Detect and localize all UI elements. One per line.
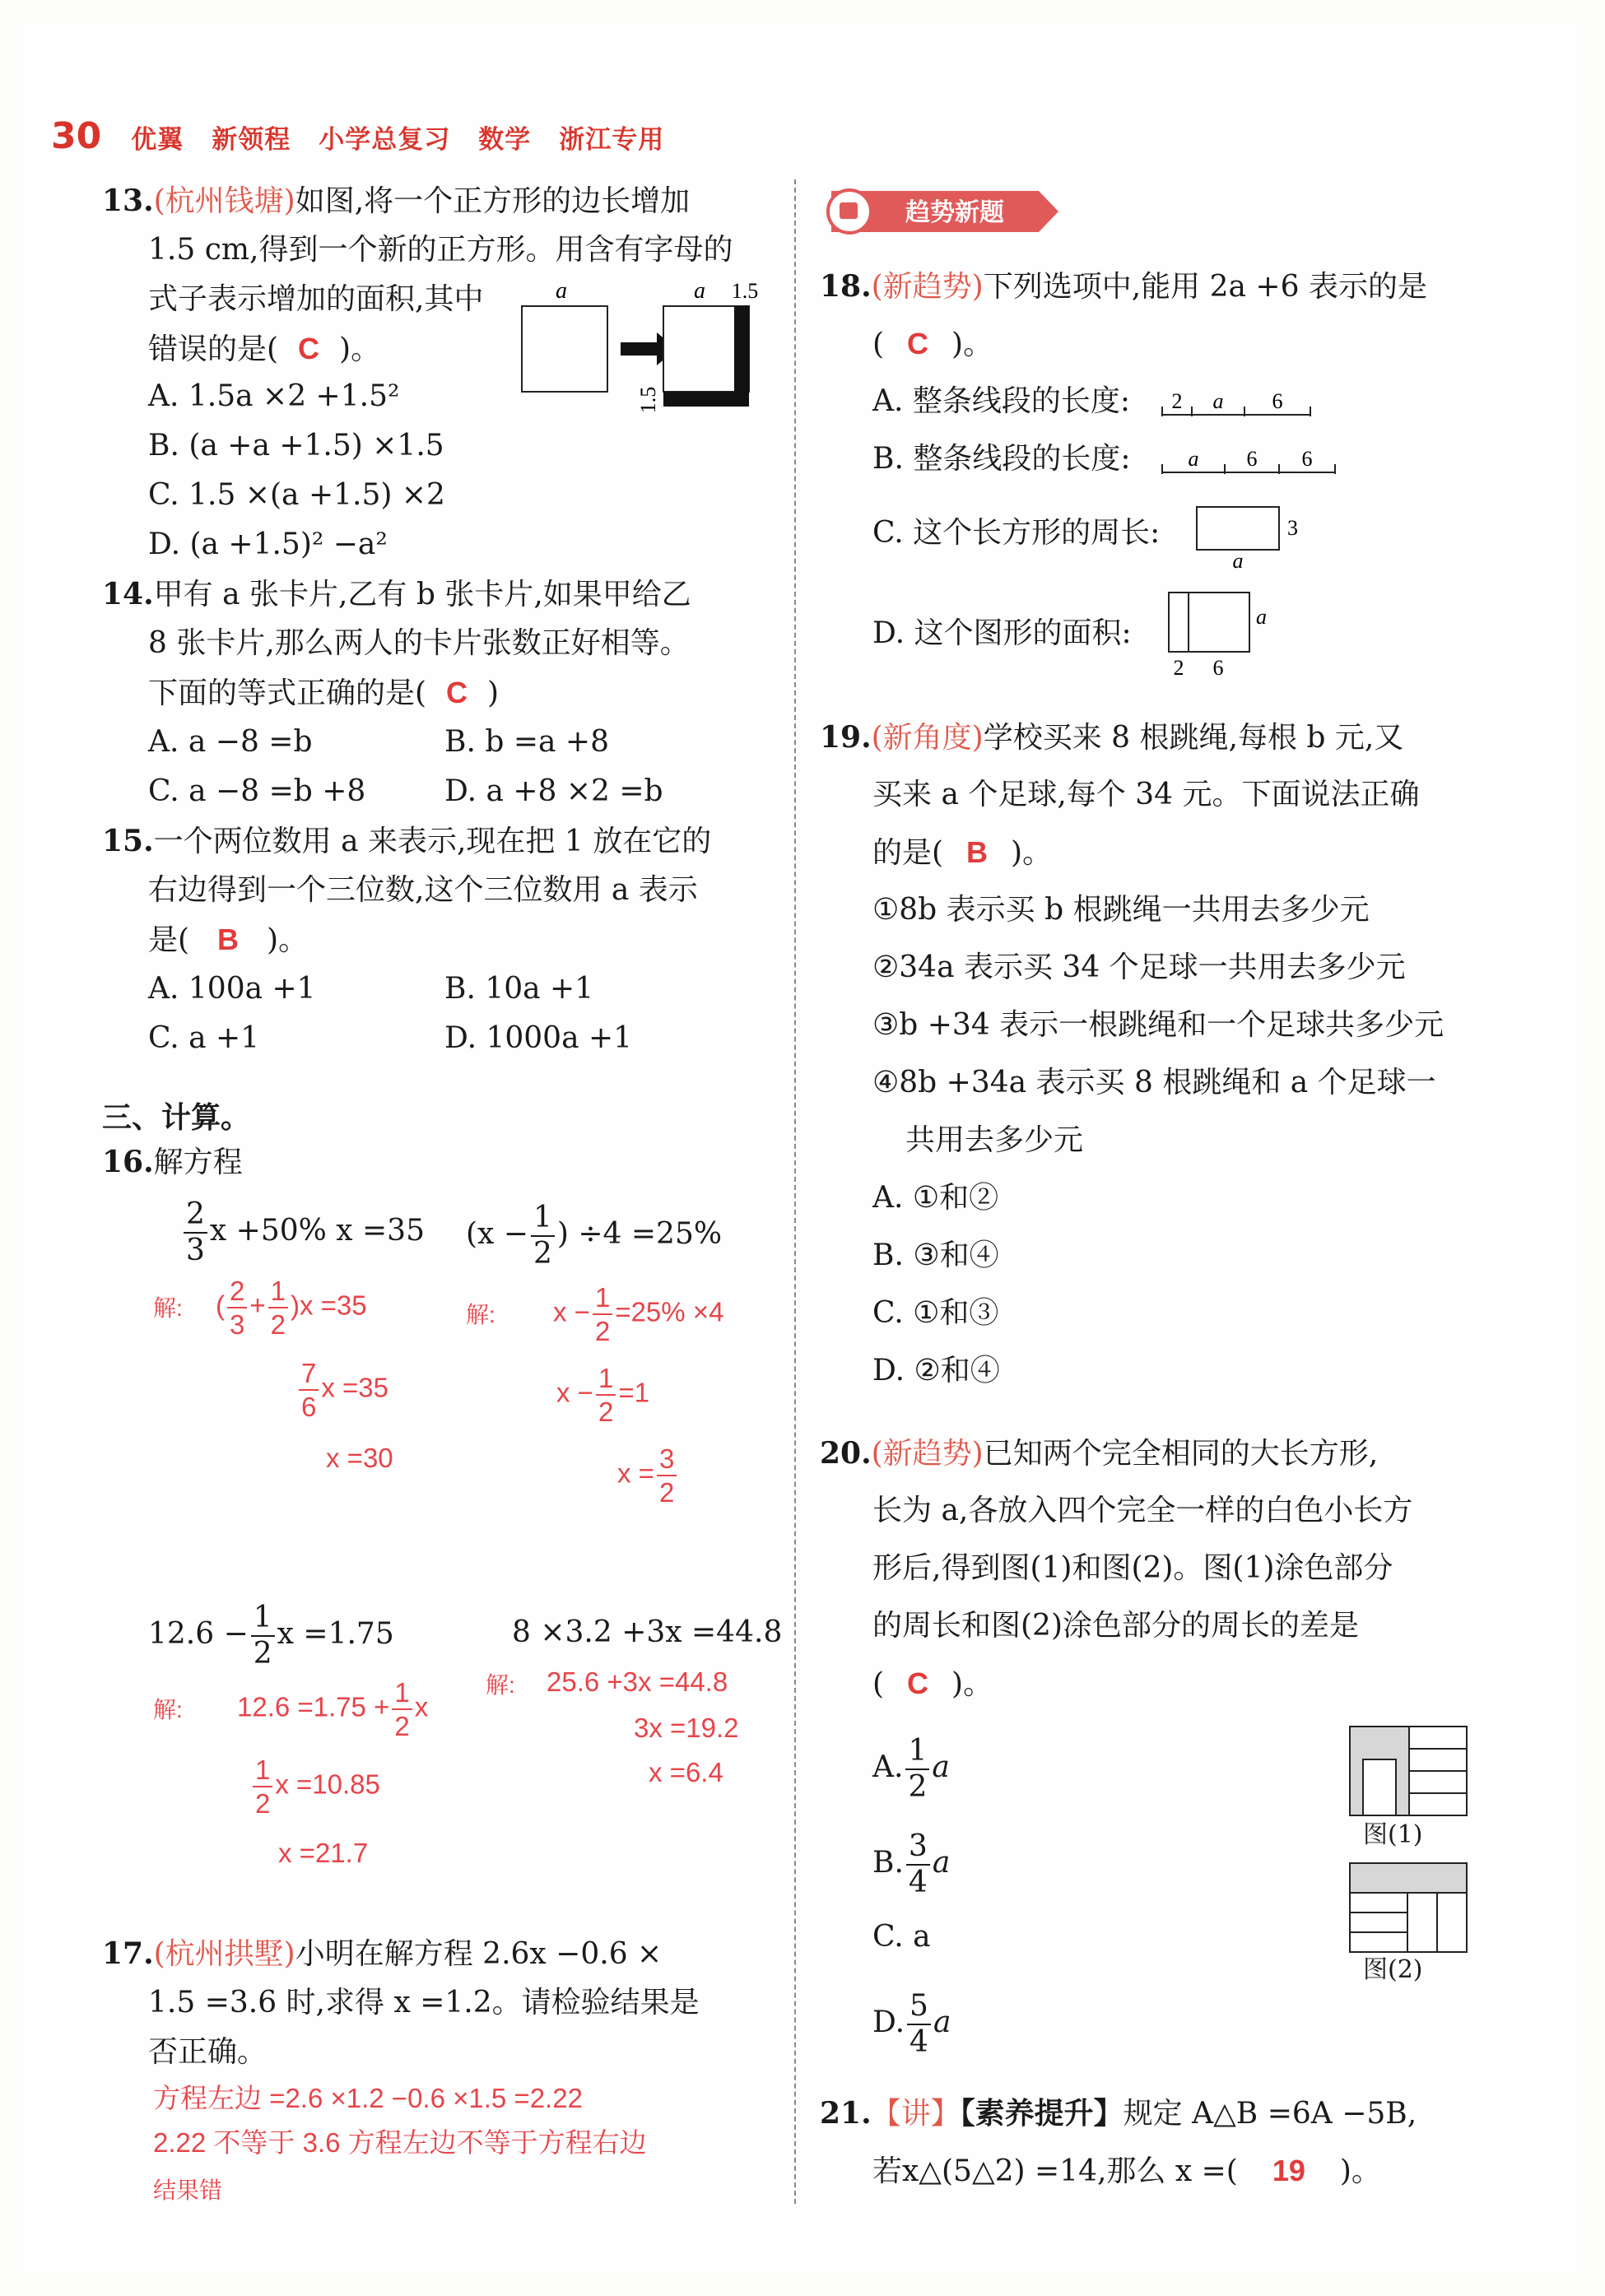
q13-square-figure [519,278,765,426]
q18-line2: ( C )。 [872,327,993,361]
sol1-line3: x =30 [326,1443,393,1473]
q18-option-a: A. 整条线段的长度: [872,384,1131,418]
q15-line1: 15.一个两位数用 a 来表示,现在把 1 放在它的 [102,824,712,858]
sol4-line3: x =6.4 [649,1757,723,1787]
q20-option-a: A. $\frac{1}{2}$ a [872,1734,950,1804]
q18-rect-c [1193,504,1309,569]
q20-line5: ( C )。 [872,1666,993,1701]
header-item: 数学 [478,125,532,155]
q19-item3: ③b +34 表示一根跳绳和一个足球共多少元 [872,1008,1444,1042]
sol3-label: 解: [153,1697,183,1722]
svg-text:a: a [1188,447,1199,471]
q18-option-c: C. 这个长方形的周长: [872,516,1161,550]
column-divider [794,179,796,2204]
svg-text:6: 6 [1301,447,1313,471]
sol3-line1: 12.6 =1.75 + $\frac{1}{2}$ x [237,1677,429,1741]
q15-option-c: C. a +1 [148,1021,260,1055]
q13-line4: 错误的是( C )。 [148,332,381,366]
sol2-label: 解: [466,1302,495,1327]
q14-line2: 8 张卡片,那么两人的卡片张数正好相等。 [148,626,690,660]
q13-line2: 1.5 cm,得到一个新的正方形。用含有字母的 [148,233,733,267]
q17-hw2: 2.22 不等于 3.6 方程左边不等于方程右边 [153,2127,647,2158]
q20-line3: 形后,得到图(1)和图(2)。图(1)涂色部分 [872,1551,1393,1585]
q13-line3: 式子表示增加的面积,其中 [148,282,484,316]
svg-text:a: a [1256,605,1267,629]
svg-text:2: 2 [1171,389,1183,413]
q17-hw3: 结果错 [153,2177,223,2203]
trend-badge [823,186,1062,237]
sol1-line2: $\frac{7}{6}$ x =35 [296,1359,388,1420]
q19-item1: ①8b 表示买 b 根跳绳一共用去多少元 [872,893,1370,927]
q14-option-b: B. b =a +8 [444,725,609,759]
q19-option-d: D. ②和④ [872,1354,1000,1387]
q16-eq3: 12.6 − $\frac{1}{2}$ x =1.75 [148,1601,394,1671]
q18-line1: 18.(新趋势)下列选项中,能用 2a +6 表示的是 [820,269,1427,304]
q15-line3: 是( B )。 [148,923,309,957]
svg-text:3: 3 [1287,516,1298,540]
q20-figure-2 [1347,1860,1470,1955]
svg-text:a: a [1212,389,1224,413]
svg-text:6: 6 [1272,389,1283,413]
q19-option-c: C. ①和③ [872,1296,999,1330]
q14-option-d: D. a +8 ×2 =b [444,774,663,808]
q20-option-b: B. $\frac{3}{4}$ a [872,1829,951,1899]
svg-text:6: 6 [1246,447,1258,471]
q14-option-a: A. a −8 =b [148,725,313,759]
q21-line2: 若x△(5△2) =14,那么 x =( 19 )。 [872,2154,1381,2188]
page-header [51,115,692,165]
q16-eq2: (x − $\frac{1}{2}$ ) ÷4 =25% [466,1201,723,1271]
q21-line1: 21.【讲】【素养提升】规定 A△B =6A −5B, [820,2096,1417,2131]
q19-item2: ②34a 表示买 34 个足球一共用去多少元 [872,950,1406,984]
q20-line2: 长为 a,各放入四个完全一样的白色小长方 [872,1494,1413,1527]
q19-line2: 买来 a 个足球,每个 34 元。下面说法正确 [872,778,1420,811]
fig-label-h: 1.5 [636,386,660,414]
q20-figure-1 [1347,1723,1470,1822]
header-item: 浙江专用 [559,125,665,155]
q16-title: 16.解方程 [102,1145,243,1179]
q15-line2: 右边得到一个三位数,这个三位数用 a 表示 [148,873,698,907]
q19-option-b: B. ③和④ [872,1239,999,1272]
svg-text:2: 2 [1173,656,1184,680]
q19-line3: 的是( B )。 [872,835,1053,870]
fig-label-a: a [556,278,567,304]
q13-option-c: C. 1.5 ×(a +1.5) ×2 [148,478,445,512]
q17-line1: 17.(杭州拱墅)小明在解方程 2.6x −0.6 × [102,1936,663,1971]
q19-line1: 19.(新角度)学校买来 8 根跳绳,每根 b 元,又 [820,720,1404,755]
q13-option-b: B. (a +a +1.5) ×1.5 [148,429,444,462]
q20-option-d: D. $\frac{5}{4}$ a [872,1989,951,2059]
q16-eq1: $\frac{2}{3}$ x +50% x =35 [181,1200,425,1266]
header-item: 小学总复习 [319,125,451,155]
sol1-label: 解: [153,1295,183,1321]
q13-option-d: D. (a +1.5)² −a² [148,528,388,561]
q20-line1: 20.(新趋势)已知两个完全相同的大长方形, [820,1436,1379,1471]
q18-option-b: B. 整条线段的长度: [872,442,1131,476]
q15-option-d: D. 1000a +1 [444,1021,633,1055]
sol3-line3: x =21.7 [278,1838,369,1868]
q18-segment-a [1159,387,1315,421]
q19-item4: ④8b +34a 表示买 8 根跳绳和 a 个足球一 [872,1066,1436,1099]
svg-text:6: 6 [1212,656,1224,680]
q20-figure-1-label: 图(1) [1363,1820,1423,1849]
sol2-line2: x − $\frac{1}{2}$ =1 [556,1363,649,1427]
q20-figure-2-label: 图(2) [1363,1955,1423,1984]
section-calc-title: 三、计算。 [102,1101,251,1135]
sol4-label: 解: [486,1672,515,1698]
q17-line3: 否正确。 [148,2035,268,2069]
q18-option-d: D. 这个图形的面积: [872,616,1132,650]
q14-line1: 14.甲有 a 张卡片,乙有 b 张卡片,如果甲给乙 [102,577,691,611]
q13-option-a: A. 1.5a ×2 +1.5² [148,379,400,413]
sol2-line3: x = $\frac{3}{2}$ [617,1445,679,1506]
page-number: 30 [51,115,102,157]
sol2-line1: x − $\frac{1}{2}$ =25% ×4 [553,1282,724,1346]
header-item: 优翼 [131,125,184,155]
q13-line1: 13.(杭州钱塘)如图,将一个正方形的边长增加 [102,184,691,218]
q20-line4: 的周长和图(2)涂色部分的周长的差是 [872,1609,1359,1643]
q15-option-b: B. 10a +1 [444,972,594,1006]
sol1-line1: ( $\frac{2}{3}$ + $\frac{1}{2}$ )x =35 [216,1276,367,1340]
q18-rect-d [1165,589,1281,680]
q14-line3: 下面的等式正确的是( C ) [148,676,500,710]
q15-option-a: A. 100a +1 [148,972,316,1006]
q19-item4-cont: 共用去多少元 [905,1123,1084,1157]
sol4-line2: 3x =19.2 [634,1713,739,1743]
q17-hw1: 方程左边 =2.6 ×1.2 −0.6 ×1.5 =2.22 [153,2083,583,2113]
q19-option-a: A. ①和② [872,1181,999,1215]
sol4-line1: 25.6 +3x =44.8 [547,1666,728,1697]
fig-label-a2: a [694,278,705,304]
q17-line2: 1.5 =3.6 时,求得 x =1.2。请检验结果是 [148,1986,700,2019]
sol3-line2: $\frac{1}{2}$ x =10.85 [250,1756,380,1817]
q18-segment-b [1159,444,1340,479]
q20-option-c: C. a [872,1920,931,1954]
q14-option-c: C. a −8 =b +8 [148,774,366,808]
header-item: 新领程 [212,125,291,155]
q16-eq4: 8 ×3.2 +3x =44.8 [512,1615,783,1649]
badge-text: 趋势新题 [905,198,1004,227]
svg-text:a: a [1232,549,1244,569]
fig-label-w: 1.5 [731,279,759,303]
